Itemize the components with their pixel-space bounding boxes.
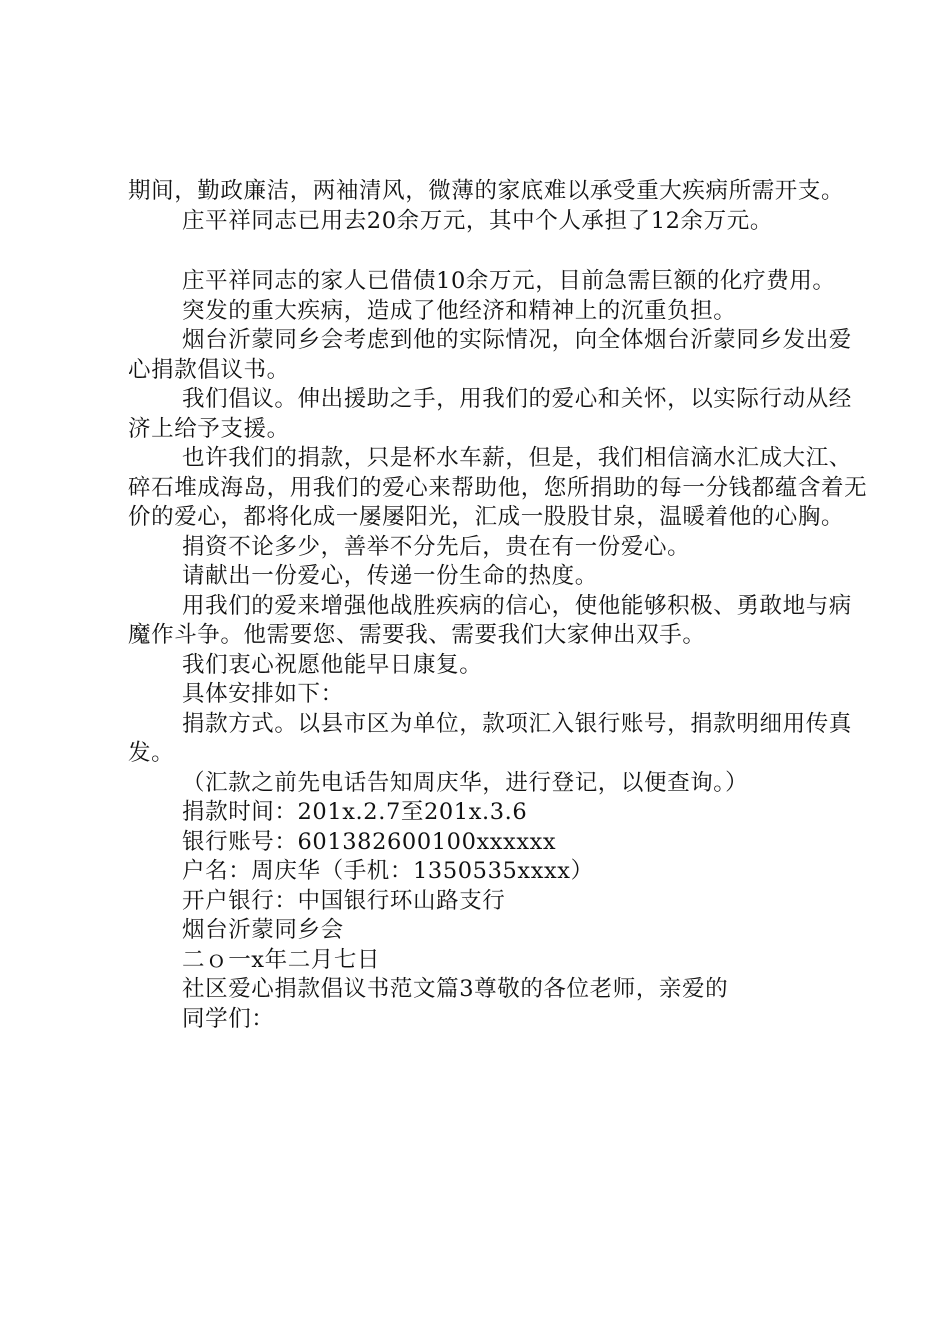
blank-line [128, 236, 868, 267]
paragraph-wish: 我们衷心祝愿他能早日康复。 [182, 651, 483, 678]
paragraph-account-name: 户名：周庆华（手机：1350535xxxx） [182, 858, 594, 884]
paragraph-family-debt: 庄平祥同志的家人已借债10余万元，目前急需巨额的化疗费用。 [182, 268, 836, 294]
paragraph-remittance-note: （汇款之前先电话告知周庆华，进行登记，以便查询。） [182, 769, 749, 796]
document-body [128, 177, 868, 1034]
paragraph-expense-used: 庄平祥同志已用去20余万元，其中个人承担了12余万元。 [182, 207, 773, 234]
paragraph-continuation: 期间，勤政廉洁，两袖清风，微薄的家底难以承受重大疾病所需开支。 [128, 178, 845, 204]
paragraph-donation-time: 捐款时间：201x.2.7至201x.3.6 [182, 799, 528, 825]
paragraph-proposal: 我们倡议。伸出援助之手，用我们的爱心和关怀，以实际行动从经济上给予支援。 [128, 386, 852, 442]
paragraph-salutation: 同学们： [182, 1005, 275, 1032]
paragraph-signature: 烟台沂蒙同乡会 [182, 917, 344, 943]
paragraph-arrangement: 具体安排如下： [182, 681, 344, 707]
paragraph-association: 烟台沂蒙同乡会考虑到他的实际情况，向全体烟台沂蒙同乡发出爱心捐款倡议书。 [128, 327, 852, 383]
paragraph-next-title: 社区爱心捐款倡议书范文篇3尊敬的各位老师，亲爱的 [182, 976, 729, 1002]
paragraph-offer-love: 请献出一份爱心，传递一份生命的热度。 [182, 563, 598, 589]
paragraph-bank-account: 银行账号：601382600100xxxxxx [182, 828, 557, 855]
paragraph-donation-meaning: 也许我们的捐款，只是杯水车薪，但是，我们相信滴水汇成大江、碎石堆成海岛，用我们的爱心来帮助他，您所捐助的每一分钱都蕴含着无价的爱心，都将化成一屡屡阳光，汇成一股股甘泉，温暖着他的心胸。 [128, 445, 868, 530]
paragraph-date: 二ｏ一x年二月七日 [182, 946, 381, 973]
paragraph-confidence: 用我们的爱来增强他战胜疾病的信心，使他能够积极、勇敢地与病魔作斗争。他需要您、需要我、需要我们大家伸出双手。 [128, 592, 852, 648]
paragraph-burden: 突发的重大疾病，造成了他经济和精神上的沉重负担。 [182, 297, 737, 324]
paragraph-donation-method: 捐款方式。以县市区为单位，款项汇入银行账号，捐款明细用传真发。 [128, 710, 852, 766]
paragraph-any-amount: 捐资不论多少，善举不分先后，贵在有一份爱心。 [182, 533, 691, 560]
paragraph-bank: 开户银行：中国银行环山路支行 [182, 887, 506, 914]
